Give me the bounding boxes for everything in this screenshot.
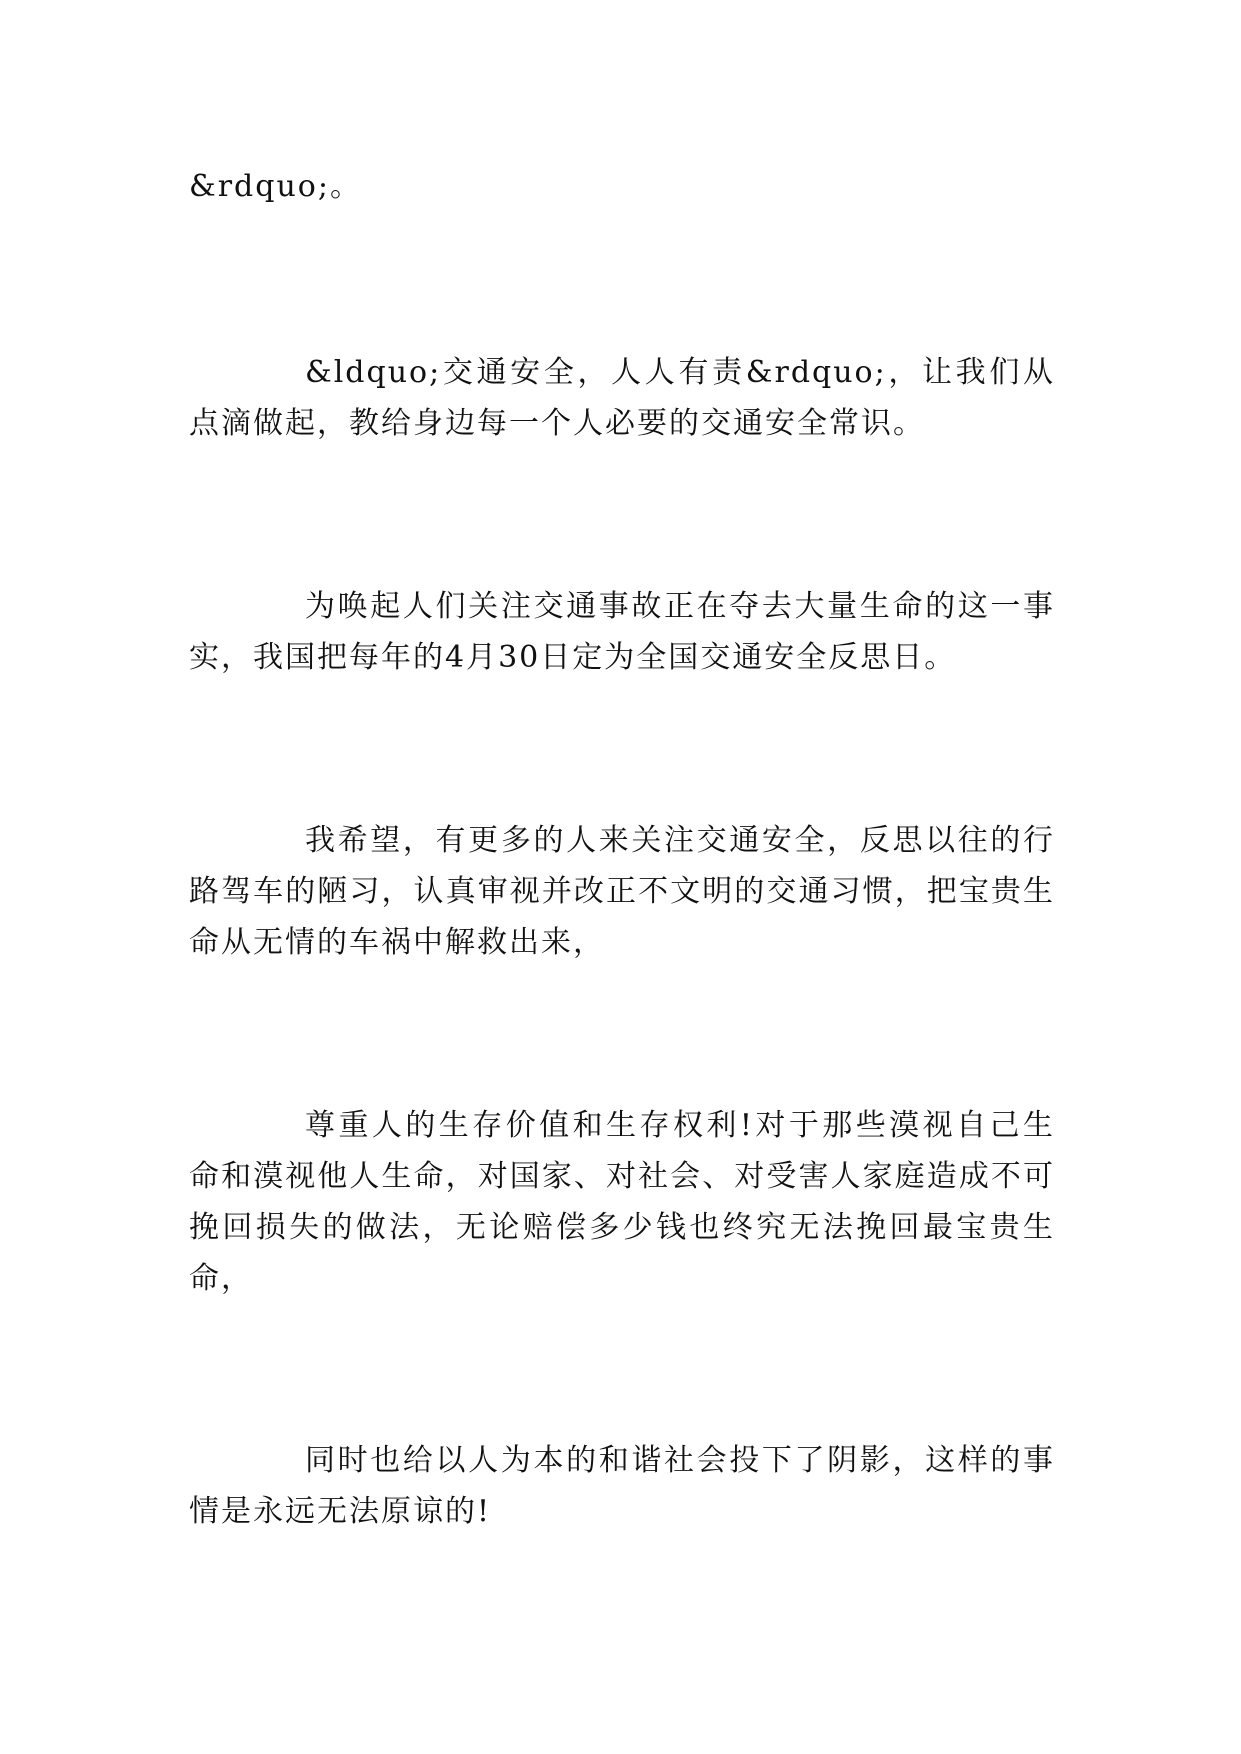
paragraph-traffic-safety-responsibility: &ldquo;交通安全，人人有责&rdquo;，让我们从点滴做起，教给身边每一个人必要的交通安全常识。	[189, 355, 1055, 441]
paragraph-hope: 我希望，有更多的人来关注交通安全，反思以往的行路驾车的陋习，认真审视并改正不文明的交通习惯，把宝贵生命从无情的车祸中解救出来，	[189, 823, 1055, 960]
paragraph-harmonious-society: 同时也给以人为本的和谐社会投下了阴影，这样的事情是永远无法原谅的!	[189, 1443, 1055, 1529]
paragraph-reflection-day: 为唤起人们关注交通事故正在夺去大量生命的这一事实，我国把每年的4月30日定为全国交通安全反思日。	[189, 589, 1055, 675]
paragraph-fragment: &rdquo;。	[189, 169, 362, 204]
paragraph-respect-life: 尊重人的生存价值和生存权利!对于那些漠视自己生命和漠视他人生命，对国家、对社会、对受害人家庭造成不可挽回损失的做法，无论赔偿多少钱也终究无法挽回最宝贵生命，	[189, 1108, 1055, 1296]
